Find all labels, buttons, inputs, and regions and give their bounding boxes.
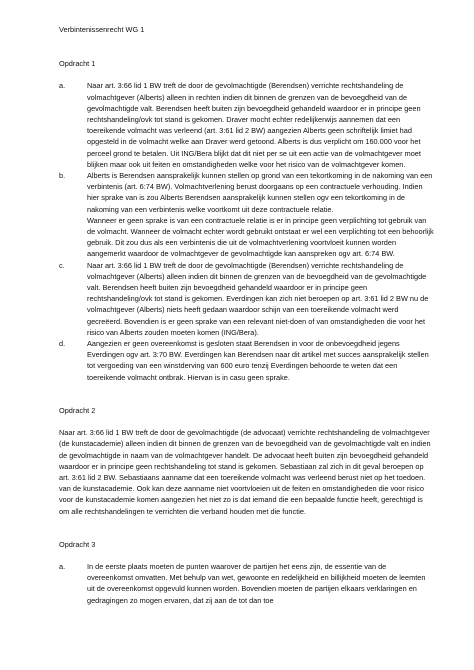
list-item [59, 80, 434, 170]
paragraph: Wanneer er geen sprake is van een contractuele relatie is er in principe geen verplichting tot gebruik van de volmacht. Wanneer de volmacht echter wordt gebruikt ontstaat er wel een verplichting tot een behoorlijk gebruik. Dit zou dus als een verbintenis die uit de volmachtverlening voortvloeit kunnen worden aangemerkt waardoor de volmachtgever de gevolmachtigde kan aanspreken ogv art. 6:74 BW. [87, 215, 434, 259]
list-marker: c. [59, 260, 65, 270]
section-opdracht-2 [59, 405, 434, 517]
list-marker: a. [59, 561, 66, 571]
list-item-body [87, 80, 434, 170]
list-marker: d. [59, 339, 66, 349]
paragraph: In de eerste plaats moeten de punten waarover de partijen het eens zijn, de essentie van de overeenkomst omvatten. Met behulp van wet, gewoonte en redelijkheid en billijkheid moeten de leemten uit de overeenkomst opgevuld kunnen worden. Bovendien moeten de partijen elkaars verklaringen en gedragingen zo mogen ervaren, dat zij aan de tot dan toe [87, 561, 426, 605]
section-heading: Opdracht 3 [59, 539, 96, 549]
paragraph: Alberts is Berendsen aansprakelijk kunnen stellen op grond van een tekortkoming in de nakoming van een verbintenis (art. 6:74 BW). Volmachtverlening berust doorgaans op een contractuele verhouding. Indien hier sprake van is zou Alberts Berendsen aansprakelijk kunnen stellen ogv een tekortkoming in de nakoming van een verbintenis welke voortkomt uit deze contractuele relatie. [87, 171, 433, 214]
section-heading: Opdracht 2 [59, 405, 96, 415]
paragraph: Naar art. 3:66 lid 1 BW treft de door de gevolmachtigde (Berendsen) verrichte rechtshandeling de volmachtgever (Alberts) alleen indien dit binnen de grenzen van de bevoegdheid van de gevolmachtigde valt. Berendsen heeft buiten zijn bevoegdheid gehandeld waardoor er in principe geen rechtshandeling/ovk tot stand is gekomen. Everdingen kan zich niet beroepen op art. 3:61 lid 2 BW nu de volmachtgever (Alberts) niets heeft gedaan waardoor schijn van een toereikende volmacht werd gecreëerd. Bovendien is er geen sprake van een relevant niet-doen of van omstandigheden die voor het risico van Alberts zouden moeten komen (ING/Bera). [87, 260, 429, 337]
list-marker: a. [59, 81, 66, 91]
list-item-body [87, 561, 434, 606]
list-item-body [87, 338, 434, 383]
paragraph: Naar art. 3:66 lid 1 BW treft de door de gevolmachtigde (de advocaat) verrichte rechtshandeling de volmachtgever (de kunstacademie) alleen indien dit binnen de grenzen van de bevoegdheid van de gevolmachtigde valt en indien de gevolmachtigde in naam van de volmachtgever handelt. De advocaat heeft buiten zijn bevoegdheid gehandeld waardoor er in principe geen rechtshandeling tot stand is gekomen. Sebastiaan zal zich in dit geval beroepen op art. 3:61 lid 2 BW. Sebastiaans aanname dat een toereikende volmacht was verleend berust niet op het toedoen. van de kunstacademie. Ook kan deze aanname niet voortvloeien uit de feiten en omstandigheden die voor risico voor de kunstacademie komen aangezien het niet zo is dat iemand die een bepaalde functie heeft, gerechtigd is om alle rechtshandelingen te verrichten die verband houden met die functie. [59, 428, 431, 516]
list-item [59, 338, 434, 383]
list-marker: b. [59, 171, 66, 181]
section-heading: Opdracht 1 [59, 59, 96, 69]
paragraph: Aangezien er geen overeenkomst is gesloten staat Berendsen in voor de onbevoegdheid jegens Everdingen ogv art. 3:70 BW. Everdingen kan Berendsen naar dit artikel met succes aansprakelijk stellen tot vergoeding van een winstderving van 600 euro tenzij Everdingen behoorde te weten dat een toereikende volmacht ontbrak. Hiervan is in casu geen sprake. [87, 339, 429, 382]
paragraph: Naar art. 3:66 lid 1 BW treft de door de gevolmachtigde (Berendsen) verrichte rechtshandeling de volmachtgever (Alberts) alleen in rechten indien dit binnen de grenzen van de bevoegdheid van de gevolmachtigde valt. Berendsen heeft buiten zijn bevoegdheid gehandeld waardoor er in principe geen rechtshandeling/ovk tot stand is gekomen. Draver mocht echter redelijkerwijs aannemen dat een toereikende volmacht was verleend (art. 3:61 lid 2 BW) aangezien Alberts geen schriftelijk limiet had opgesteld in de volmacht welke aan Draver werd getoond. Alberts is dus verplicht om 160.000 voor het perceel grond te betalen. Uit ING/Bera blijkt dat dit niet per se uit een actie van de volmachtgever moet blijken maar ook uit feiten en omstandigheden welke voor het risico van de volmachtgever komen. [87, 81, 421, 169]
document-title: Verbintenissenrecht WG 1 [59, 25, 145, 34]
list-item [59, 170, 434, 260]
list-item [59, 260, 434, 338]
answer-list [59, 561, 434, 606]
list-item-body [87, 260, 434, 338]
section-opdracht-1 [59, 58, 434, 383]
answer-list [59, 80, 434, 382]
list-item [59, 561, 434, 606]
list-item-body [87, 170, 434, 260]
section-opdracht-3 [59, 539, 434, 606]
